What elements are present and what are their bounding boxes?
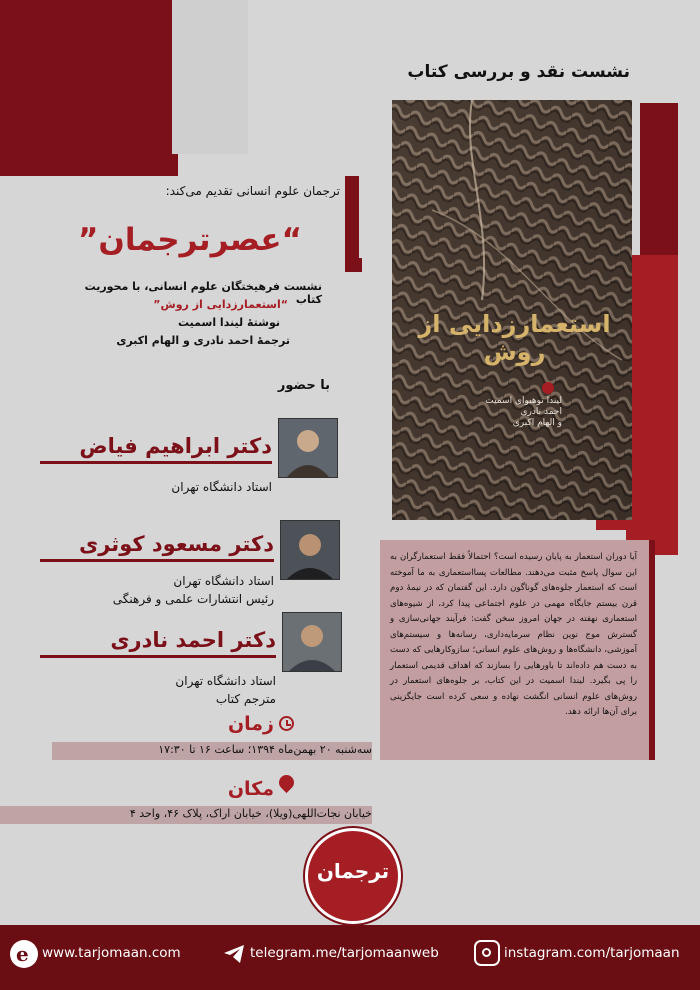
speaker-role-3b: مترجم کتاب [215,692,276,706]
publisher-icon [542,382,554,394]
instagram-icon [474,940,500,966]
right-ribbon [640,103,678,268]
speaker-photo-1 [278,418,338,478]
speaker-photo-3 [282,612,342,672]
description-box [380,540,655,760]
frame-bar-foot [345,258,362,272]
book-title: استعمارزدایی از روش [418,310,611,366]
speaker-role-2a: استاد دانشگاه تهران [173,574,274,588]
presenter-line: ترجمان علوم انسانی تقدیم می‌کند: [165,184,340,198]
book-credit-translator2: و الهام اکبری [512,418,562,428]
intro-line1: نشست فرهیختگان علوم انسانی، با محوریت کتاب [84,280,322,306]
presence-label: با حضور [277,378,330,393]
speaker-name-2: دکتر مسعود کوثری [79,532,274,556]
description-text: آیا دوران استعمار به پایان رسیده است؟ احتمالاً فقط استعمارگران به این سوال پاسخ مثبت می‌دهند. مطالعات پسااستعماری به ما آموخته است که استعمار جلوه‌های گوناگون دارد. این گفتمان که در نیمۀ دوم قرن بیستم جایگاه مهمی در علوم اجتماعی پیدا کرد، از شیوه‌های استعماری نهفته در جهان امروز سخن گفت: فرآیند جهانی‌سازی و گسترش موج نوین نظام سرمایه‌داری، رسانه‌ها و سیستم‌های آموزشی، دانشگاه‌ها و روش‌های علوم انسانی؛ سازوکارهایی که دست به دست هم داده‌اند تا باورهایی را بسازند که اهداف قدیمی استعمار را پی بگیرد. لیندا اسمیت در این کتاب، بر جلوه‌های استعمار در روش‌های علوم انسانی انگشت نهاده و سعی کرده است جایگزینی برای آن‌ها ارائه دهد. [390,552,637,717]
speaker-name-3: دکتر احمد نادری [110,628,276,652]
place-label: مکان [227,778,274,800]
web-icon: e [10,940,38,968]
speaker-role-3a: استاد دانشگاه تهران [175,674,276,688]
book-credit-translator1: احمد نادری [520,407,562,417]
clock-icon [279,716,294,731]
series-name: “عصرترجمان” [78,222,302,258]
speaker-name-1: دکتر ابراهیم فیاض [79,434,272,458]
top-left-block [0,0,178,176]
speaker-underline-3 [40,655,276,658]
time-value: سه‌شنبه ۲۰ بهمن‌ماه ۱۳۹۴؛ ساعت ۱۶ تا ۱۷:۳۰ [158,743,372,756]
book-credit-author: لیندا توهیوای اسمیت [485,396,562,406]
speaker-role-2b: رئیس انتشارات علمی و فرهنگی [112,592,274,606]
book-quote: “استعمارزدایی از روش” [153,298,288,311]
event-title: نشست نقد و بررسی کتاب [407,62,630,82]
speaker-underline-1 [40,461,272,464]
speaker-underline-2 [40,559,274,562]
logo-text: ترجمان [316,859,390,883]
top-left-notch [172,0,248,154]
translators-line: ترجمۀ احمد نادری و الهام اکبری [116,334,290,347]
time-label: زمان [227,713,274,735]
telegram-link[interactable]: telegram.me/tarjomaanweb [250,945,439,961]
telegram-icon [222,942,246,966]
location-pin-icon [276,772,297,793]
book-cover [392,100,632,520]
speaker-role-1: استاد دانشگاه تهران [171,480,272,494]
website-link[interactable]: www.tarjomaan.com [42,945,181,961]
instagram-link[interactable]: instagram.com/tarjomaan [504,945,680,961]
tarjomaan-logo [305,828,401,924]
speaker-photo-2 [280,520,340,580]
place-value: خیابان نجات‌اللهی(ویلا)، خیابان اراک، پلاک ۴۶، واحد ۴ [129,807,372,820]
author-line: نوشتۀ لیندا اسمیت [178,316,280,329]
